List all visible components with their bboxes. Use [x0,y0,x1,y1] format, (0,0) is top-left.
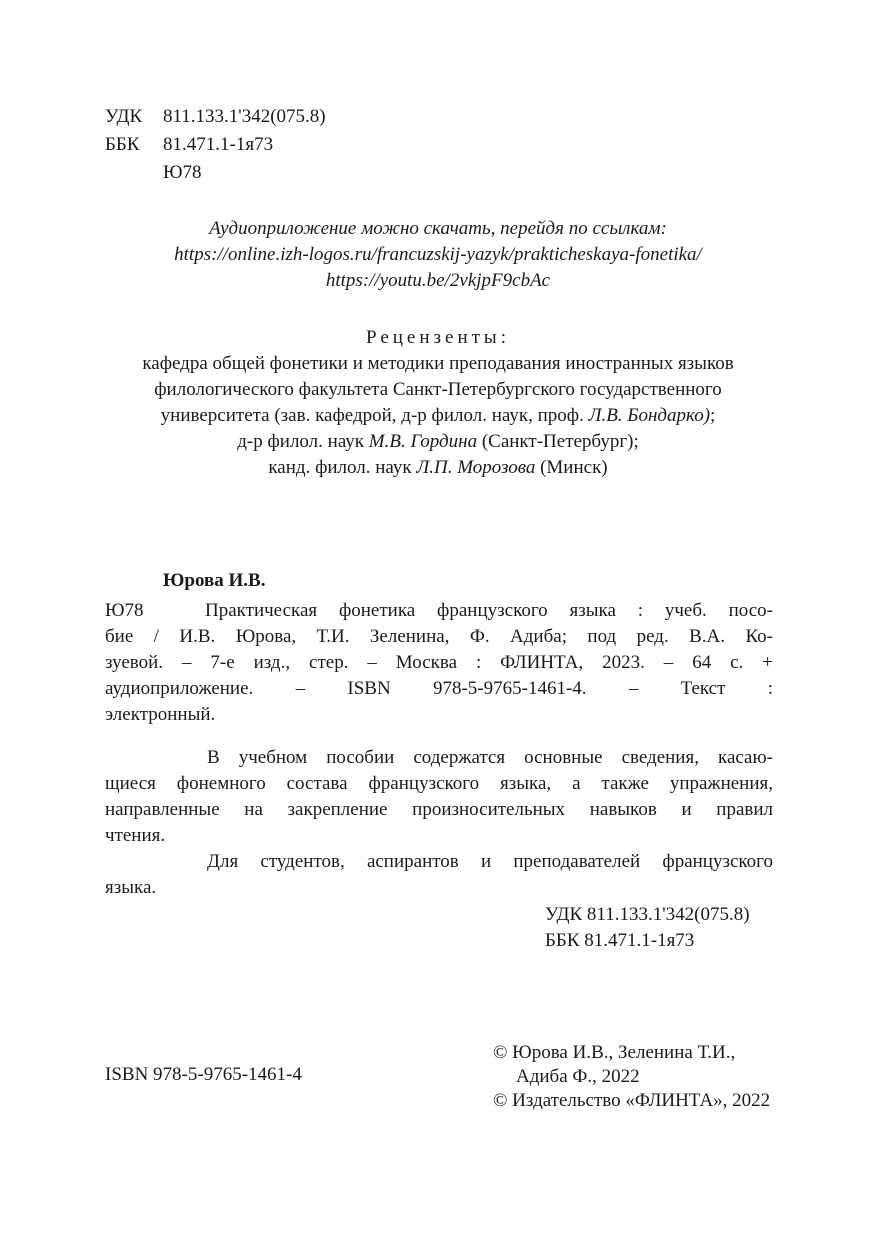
reviewers-line-5 [0,455,876,481]
annotation [105,745,773,901]
bottom-bbk: ББК 81.471.1-1я73 [545,930,695,951]
copyright-line-1: © Юрова И.В., Зеленина Т.И., [493,1042,736,1063]
annotation-p1-line-4: чтения. [105,825,166,846]
annotation-p2-line-1: Для студентов, аспирантов и преподавателей французского [207,851,773,872]
bib-description [105,598,773,728]
reviewers-heading-text: Рецензенты: [366,327,510,348]
reviewer-name-bondarko: Л.В. Бондарко) [588,405,711,426]
annotation-p1-line-1: В учебном пособии содержатся основные сведения, касаю- [207,747,773,768]
udk-label: УДК [105,106,143,127]
bottom-udk: УДК 811.133.1'342(075.8) [545,904,750,925]
reviewers-line-4 [0,429,876,455]
audio-link-2[interactable]: https://youtu.be/2vkjpF9cbAc [325,270,551,291]
author-mark: Ю78 [163,162,202,183]
bib-line-2: бие / И.В. Юрова, Т.И. Зеленина, Ф. Адиба; под ред. В.А. Ко- [105,626,773,647]
bbk-label: ББК [105,134,140,155]
bib-code: Ю78 [105,600,144,621]
reviewers-heading [0,325,876,351]
copyright-line-3: © Издательство «ФЛИНТА», 2022 [493,1090,771,1111]
reviewers-line-5-post: (Минск) [540,457,608,478]
reviewers-line-5-pre: канд. филол. наук [268,457,412,478]
annotation-p1-line-3: направленные на закрепление произносительных навыков и правил [105,799,773,820]
audio-link-1[interactable]: https://online.izh-logos.ru/francuzskij-yazyk/prakticheskaya-fonetika/ [174,244,702,265]
annotation-p1-line-2: щиеся фонемного состава французского языка, а также упражнения, [105,773,773,794]
audio-intro: Аудиоприложение можно скачать, перейдя по ссылкам: [209,218,667,239]
copyright-line-2: Адиба Ф., 2022 [516,1066,640,1087]
reviewers-line-1: кафедра общей фонетики и методики преподавания иностранных языков [142,353,734,374]
bib-line-3: зуевой. – 7-е изд., стер. – Москва : ФЛИНТА, 2023. – 64 с. + [105,652,773,673]
bib-author: Юрова И.В. [163,570,266,591]
reviewer-name-morozova: Л.П. Морозова [416,457,536,478]
reviewers-line-3 [0,403,876,429]
reviewers-line-3-pre: университета (зав. кафедрой, д-р филол. наук, проф. [160,405,584,426]
reviewers-line-4-pre: д-р филол. наук [237,431,365,452]
bib-line-4: аудиоприложение. – ISBN 978-5-9765-1461-4. – Текст : [105,678,773,699]
bib-line-1: Практическая фонетика французского языка : учеб. посо- [205,600,773,621]
reviewers-line-3-post: ; [710,405,716,426]
annotation-p2-line-2: языка. [105,877,157,898]
udk-value: 811.133.1'342(075.8) [163,106,326,127]
isbn: ISBN 978-5-9765-1461-4 [105,1064,302,1085]
reviewers-line-2: филологического факультета Санкт-Петербургского государственного [154,379,722,400]
reviewer-name-gordina: М.В. Гордина [368,431,478,452]
reviewers-line-4-post: (Санкт-Петербург); [481,431,639,452]
bib-line-5: электронный. [105,704,216,725]
bbk-value: 81.471.1-1я73 [163,134,274,155]
